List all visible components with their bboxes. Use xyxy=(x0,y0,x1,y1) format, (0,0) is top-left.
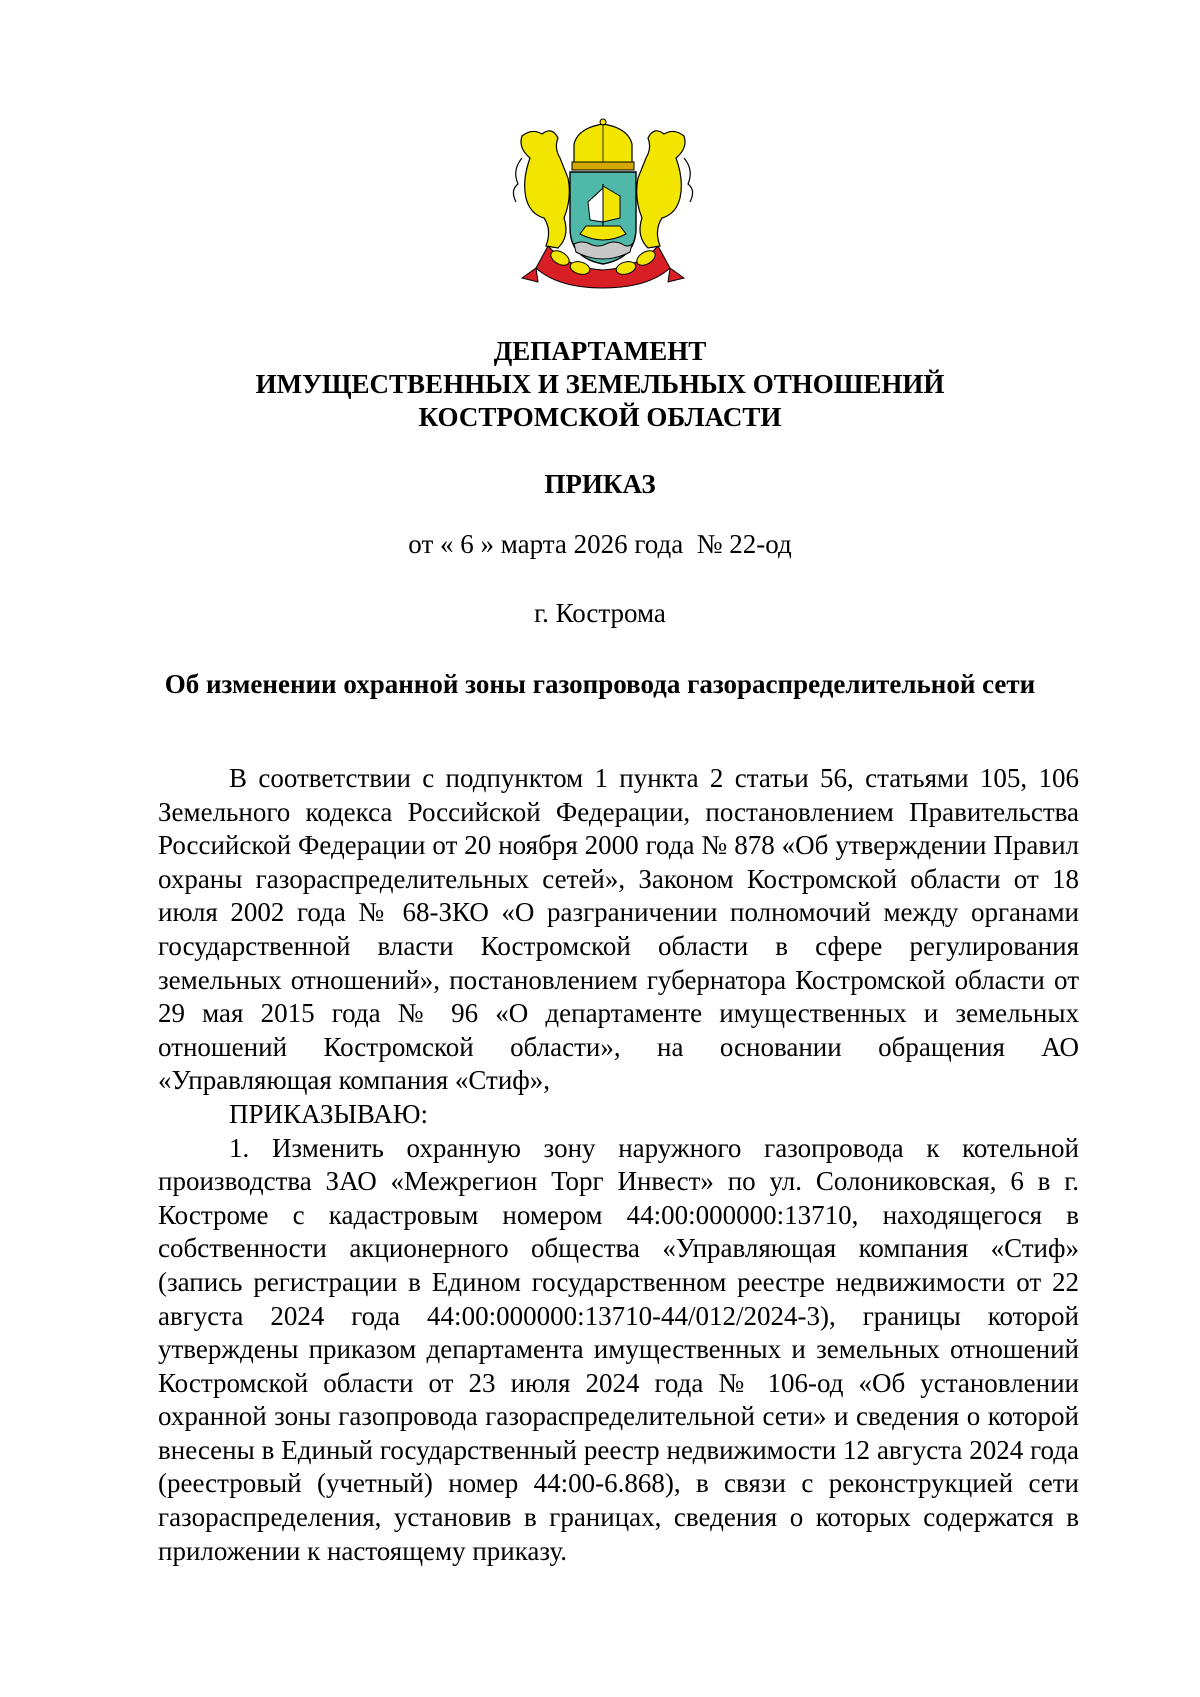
order-date-number: от « 6 » марта 2026 года № 22-од xyxy=(408,529,792,559)
document-type: ПРИКАЗ xyxy=(544,469,656,499)
department-line-2: ИМУЩЕСТВЕННЫХ И ЗЕМЕЛЬНЫХ ОТНОШЕНИЙ xyxy=(255,369,945,399)
coat-of-arms-icon xyxy=(508,118,698,298)
department-line-1: ДЕПАРТАМЕНТ xyxy=(493,336,707,366)
order-item-1: 1. Изменить охранную зону наружного газопровода к котельной производства ЗАО «Межрегион Торг Инвест» по ул. Солониковская, 6 в г. Костроме с кадастровым номером 44:00:000000:13710, находящегося в собственности акционерного общества «Управляющая компания «Стиф» (запись регистрации в Едином государственном реестре недвижимости от 22 августа 2024 года 44:00:000000:13710-44/012/2024-3), границы которой утверждены приказом департамента имущественных и земельных отношений Костромской области от 23 июля 2024 года № 106-од «Об установлении охранной зоны газопровода газораспределительной сети» и сведения о которой внесены в Единый государственный реестр недвижимости 12 августа 2024 года (реестровый (учетный) номер 44:00-6.868), в связи с реконструкцией сети газораспределения, установив в границах, сведения о которых содержатся в приложении к настоящему приказу. xyxy=(158,1132,1079,1566)
department-line-3: КОСТРОМСКОЙ ОБЛАСТИ xyxy=(418,402,782,432)
order-directive: ПРИКАЗЫВАЮ: xyxy=(229,1098,428,1129)
place-of-issue: г. Кострома xyxy=(534,598,666,628)
preamble-paragraph: В соответствии с подпунктом 1 пункта 2 статьи 56, статьями 105, 106 Земельного кодекса Российской Федерации, постановлением Правительства Российской Федерации от 20 ноября 2000 года № 878 «Об утверждении Правил охраны газораспределительных сетей», Законом Костромской области от 18 июля 2002 года № 68-ЗКО «О разграничении полномочий между органами государственной власти Костромской области в сфере регулирования земельных отношений», постановлением губернатора Костромской области от 29 мая 2015 года № 96 «О департаменте имущественных и земельных отношений Костромской области», на основании обращения АО «Управляющая компания «Стиф», xyxy=(158,763,1079,1096)
order-body xyxy=(158,762,1079,1568)
department-name xyxy=(0,335,1200,434)
order-subject: Об изменении охранной зоны газопровода газораспределительной сети xyxy=(164,669,1036,699)
